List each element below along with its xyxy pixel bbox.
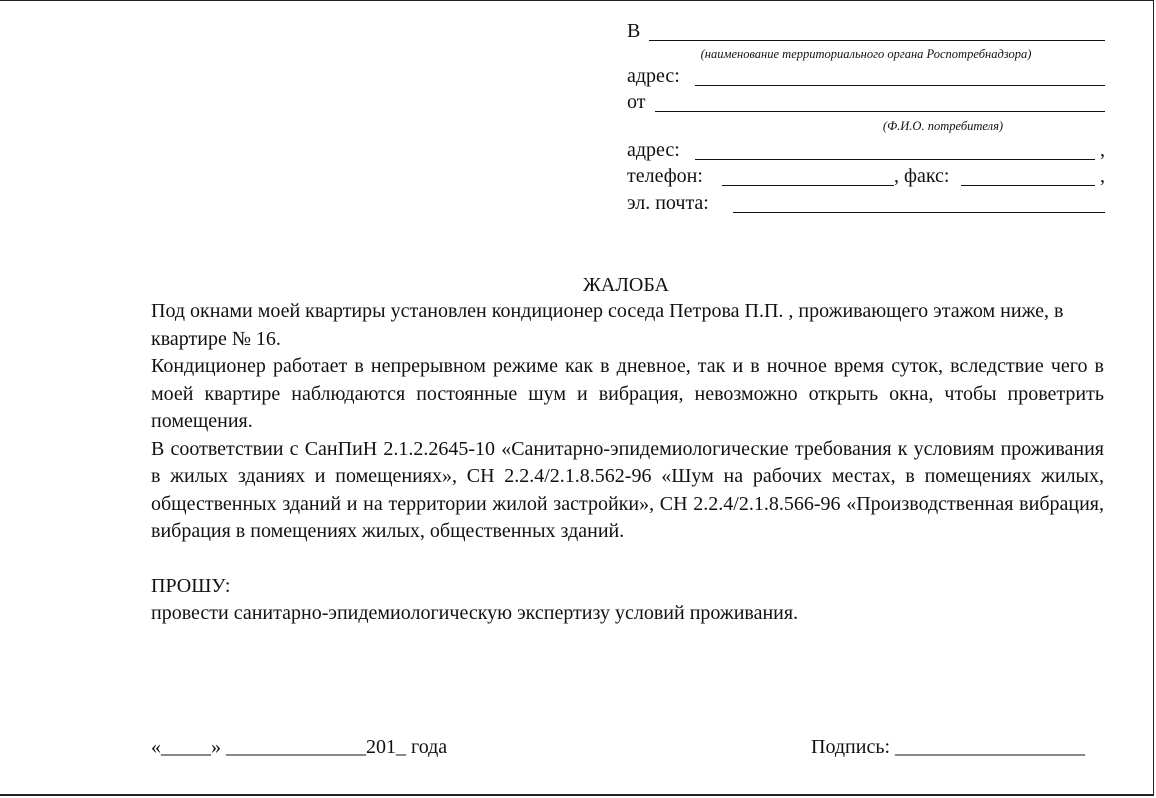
phone-field[interactable] — [722, 185, 894, 186]
fax-field[interactable] — [961, 185, 1095, 186]
address1-line — [627, 64, 1105, 90]
address2-line — [627, 138, 1105, 164]
fax-label: , факс: — [894, 165, 950, 187]
from-hint: (Ф.И.О. потребителя) — [882, 119, 1004, 133]
from-line — [627, 90, 1105, 116]
from-label: от — [627, 91, 646, 113]
recipient-field[interactable] — [649, 40, 1105, 41]
paragraph-1: Под окнами моей квартиры установлен кондиционер соседа Петрова П.П. , проживающего этажом ниже, в квартире № 16. — [151, 300, 1064, 350]
phone-label: телефон: — [627, 165, 703, 187]
recipient-label: В — [627, 20, 641, 42]
recipient-line — [627, 19, 1105, 45]
email-field[interactable] — [733, 212, 1105, 213]
email-label: эл. почта: — [627, 192, 709, 214]
date-line: «_____» ______________201_ года — [151, 736, 448, 758]
address1-field[interactable] — [695, 85, 1105, 86]
from-field[interactable] — [655, 111, 1105, 112]
phone-fax-line — [627, 164, 1105, 190]
address1-label: адрес: — [627, 65, 680, 87]
request-heading: ПРОШУ: — [151, 574, 231, 597]
signature-line: Подпись: ___________________ — [811, 736, 1086, 758]
document-title: ЖАЛОБА — [582, 274, 670, 296]
address2-comma: , — [1100, 139, 1105, 161]
recipient-hint: (наименование территориального органа Роспотребнадзора) — [700, 47, 1032, 61]
fax-comma: , — [1100, 165, 1105, 187]
address2-label: адрес: — [627, 139, 680, 161]
address2-field[interactable] — [695, 159, 1095, 160]
paragraph-2: Кондиционер работает в непрерывном режиме как в дневное, так и в ночное время суток, вследствие чего в моей квартире наблюдаются постоянные шум и вибрация, невозможно открыть окна, чтобы проветрить помещения. — [151, 355, 1104, 432]
request-text: провести санитарно-эпидемиологическую экспертизу условий проживания. — [151, 602, 799, 624]
paragraph-3: В соответствии с СанПиН 2.1.2.2645-10 «Санитарно-эпидемиологические требования к условиям проживания в жилых зданиях и помещениях», СН 2.2.4/2.1.8.562-96 «Шум на рабочих местах, в помещениях жилых, общественных зданий и на территории жилой застройки», СН 2.2.4/2.1.8.566-96 «Производственная вибрация, вибрация в помещениях жилых, общественных зданий. — [151, 437, 1104, 542]
complaint-body — [151, 298, 1104, 628]
email-line — [627, 191, 1105, 217]
